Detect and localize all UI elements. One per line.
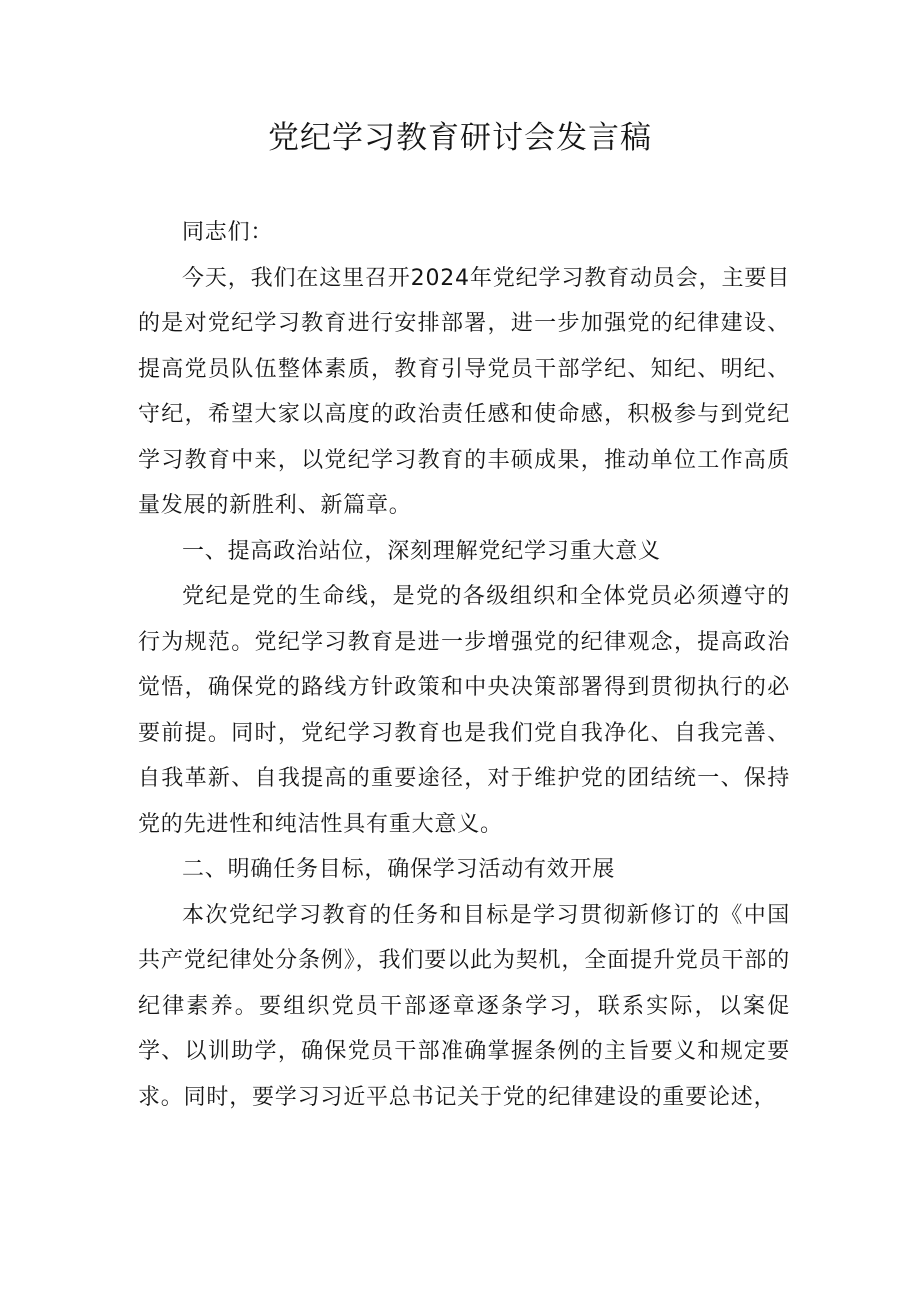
paragraph-section-2: 本次党纪学习教育的任务和目标是学习贯彻新修订的《中国共产党纪律处分条例》，我们要以此为契机，全面提升党员干部的纪律素养。要组织党员干部逐章逐条学习，联系实际，以案促学、以训助学，确保党员干部准确掌握条例的主旨要义和规定要求。同时，要学习习近平总书记关于党的纪律建设的重要论述， [138,902,790,1110]
section-heading-1: 一、提高政治站位，深刻理解党纪学习重大意义 [182,538,661,564]
paragraph-section-1: 党纪是党的生命线，是党的各级组织和全体党员必须遵守的行为规范。党纪学习教育是进一步增强党的纪律观念，提高政治觉悟，确保党的路线方针政策和中央决策部署得到贯彻执行的必要前提。同时，党纪学习教育也是我们党自我净化、自我完善、自我革新、自我提高的重要途径，对于维护党的团结统一、保持党的先进性和纯洁性具有重大意义。 [138,584,790,837]
section-heading-2: 二、明确任务目标，确保学习活动有效开展 [182,857,616,882]
document-body [138,210,790,1120]
document-title: 党纪学习教育研讨会发言稿 [268,120,652,156]
paragraph-intro: 今天，我们在这里召开2024年党纪学习教育动员会，主要目的是对党纪学习教育进行安排部署，进一步加强党的纪律建设、提高党员队伍整体素质，教育引导党员干部学纪、知纪、明纪、守纪，希望大家以高度的政治责任感和使命感，积极参与到党纪学习教育中来，以党纪学习教育的丰硕成果，推动单位工作高质量发展的新胜利、新篇章。 [138,265,790,518]
salutation: 同志们： [182,220,274,245]
